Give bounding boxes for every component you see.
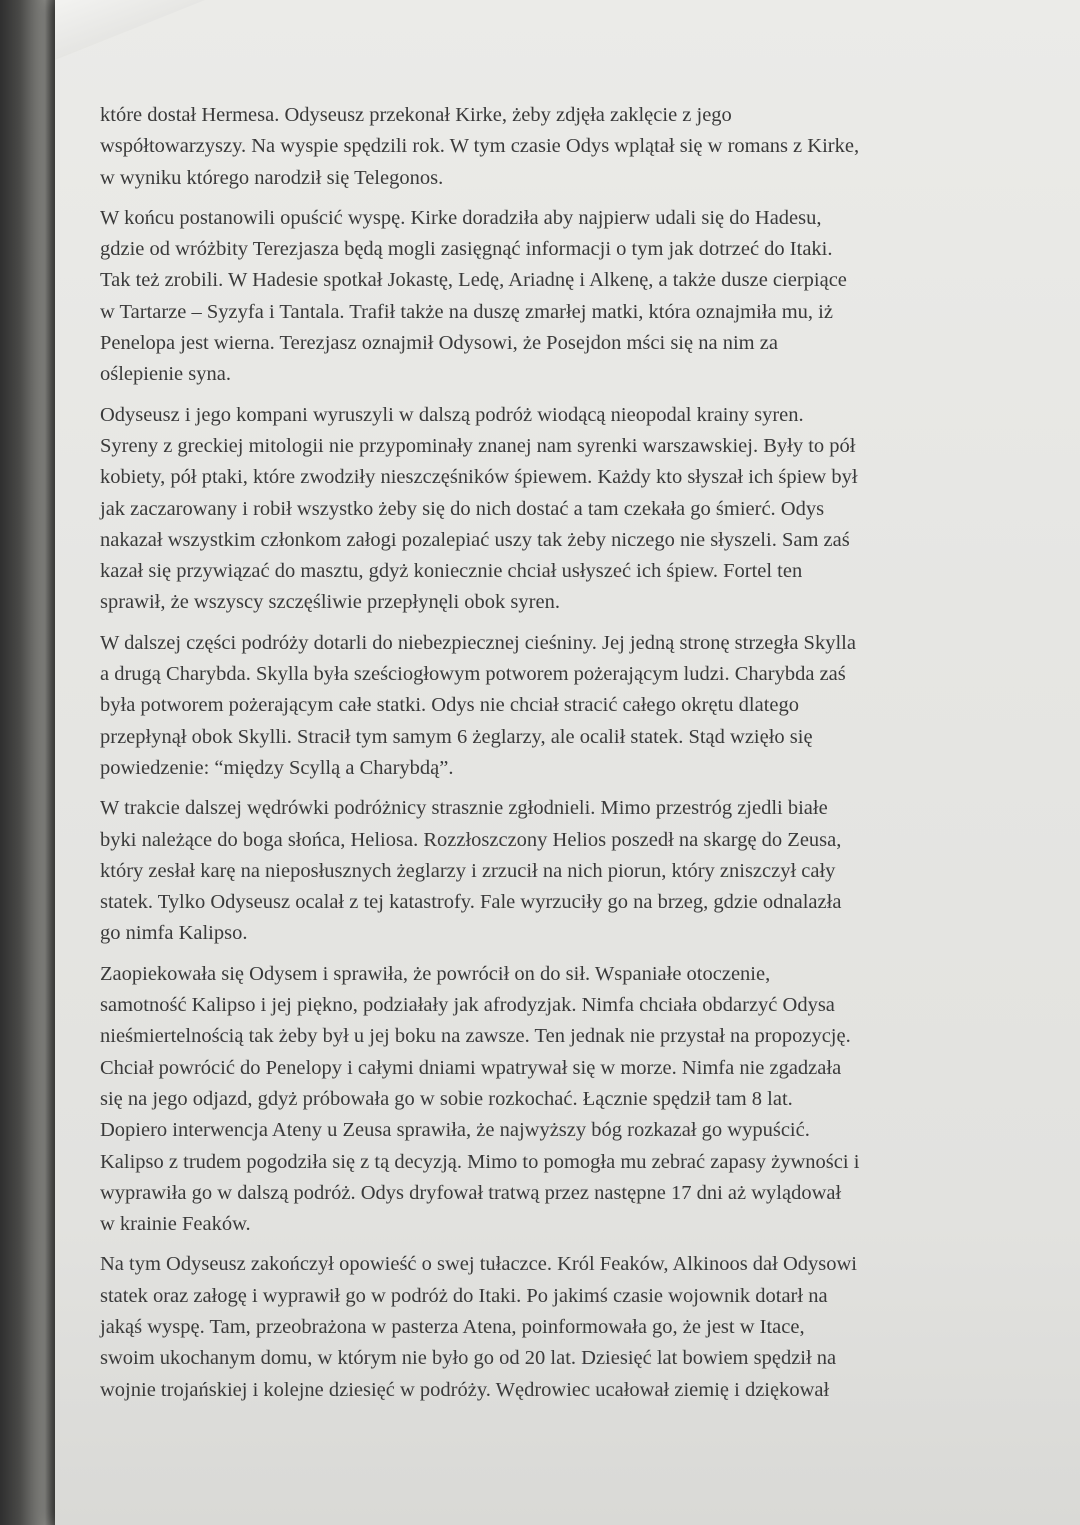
text-line: statek. Tylko Odyseusz ocalał z tej katastrofy. Fale wyrzuciły go na brzeg, gdzie odnalazła [100, 891, 842, 914]
text-line: Kalipso z trudem pogodziła się z tą decyzją. Mimo to pomogła mu zebrać zapasy żywności i [100, 1150, 860, 1173]
text-line: wojnie trojańskiej i kolejne dziesięć w podróży. Wędrowiec ucałował ziemię i dziękował [100, 1378, 830, 1401]
text-line: Na tym Odyseusz zakończył opowieść o swej tułaczce. Król Feaków, Alkinoos dał Odysowi [100, 1253, 857, 1276]
text-line: współtowarzyszy. Na wyspie spędzili rok. W tym czasie Odys wplątał się w romans z Kirke, [100, 135, 860, 158]
text-line: a drugą Charybda. Skylla była sześciogłowym potworem pożerającym ludzi. Charybda zaś [100, 663, 846, 686]
text-line: byki należące do boga słońca, Heliosa. Rozzłoszczony Helios poszedł na skargę do Zeusa, [100, 828, 842, 851]
text-line: w krainie Feaków. [100, 1213, 251, 1236]
text-line: wyprawiła go w dalszą podróż. Odys dryfował tratwą przez następne 17 dni aż wylądował [100, 1181, 842, 1204]
text-line: Odyseusz i jego kompani wyruszyli w dalszą podróż wiodącą nieopodal krainy syren. [100, 403, 804, 426]
text-line: go nimfa Kalipso. [100, 922, 248, 945]
text-line: jakąś wyspę. Tam, przeobrażona w pasterza Atena, poinformowała go, że jest w Itace, [100, 1315, 805, 1338]
text-line: Zaopiekowała się Odysem i sprawiła, że powrócił on do sił. Wspaniałe otoczenie, [100, 962, 771, 985]
paragraph-4 [100, 628, 980, 784]
paragraph-6 [100, 959, 980, 1241]
text-line: przepłynął obok Skylli. Stracił tym samym 6 żeglarzy, ale ocalił statek. Stąd wzięło się [100, 725, 813, 748]
text-line: Chciał powrócić do Penelopy i całymi dniami wpatrywał się w morze. Nimfa nie zgadzała [100, 1056, 842, 1079]
paragraph-7 [100, 1249, 980, 1405]
paragraph-2 [100, 203, 980, 391]
text-line: W trakcie dalszej wędrówki podróżnicy strasznie zgłodnieli. Mimo przestróg zjedli białe [100, 797, 828, 820]
text-line: W dalszej części podróży dotarli do niebezpiecznej cieśniny. Jej jedną stronę strzegła Skylla [100, 631, 856, 654]
folded-corner [55, 0, 205, 60]
text-line: które dostał Hermesa. Odyseusz przekonał Kirke, żeby zdjęła zaklęcie z jego [100, 104, 732, 126]
text-line: Tak też zrobili. W Hadesie spotkał Jokastę, Ledę, Ariadnę i Alkenę, a także dusze cierpiące [100, 269, 847, 292]
text-line: się na jego odjazd, gdyż próbowała go w sobie rozkochać. Łącznie spędził tam 8 lat. [100, 1087, 793, 1110]
text-line: była potworem pożerającym całe statki. Odys nie chciał stracić całego okrętu dlatego [100, 694, 799, 717]
text-line: który zesłał karę na nieposłusznych żeglarzy i zrzucił na nich piorun, który zniszczył cały [100, 859, 836, 882]
document-body [100, 100, 980, 1415]
text-line: oślepienie syna. [100, 363, 231, 386]
paragraph-5 [100, 793, 980, 949]
text-line: Penelopa jest wierna. Terezjasz oznajmił Odysowi, że Posejdon mści się na nim za [100, 332, 778, 355]
paragraph-3 [100, 400, 980, 619]
text-line: jak zaczarowany i robił wszystko żeby się do nich dostać a tam czekała go śmierć. Odys [100, 497, 825, 520]
text-line: nieśmiertelnością tak żeby był u jej boku na zawsze. Ten jednak nie przystał na propozycję. [100, 1025, 851, 1048]
text-line: sprawił, że wszyscy szczęśliwie przepłynęli obok syren. [100, 591, 560, 614]
text-line: kobiety, pół ptaki, które zwodziły nieszczęśników śpiewem. Każdy kto słyszał ich śpiew był [100, 466, 858, 489]
text-line: powiedzenie: “między Scyllą a Charybdą”. [100, 756, 454, 779]
text-line: w Tartarze – Syzyfa i Tantala. Trafił także na duszę zmarłej matki, która oznajmiła mu, iż [100, 300, 833, 323]
text-line: w wyniku którego narodził się Telegonos. [100, 166, 444, 189]
text-line: gdzie od wróżbity Terezjasza będą mogli zasięgnąć informacji o tym jak dotrzeć do Itaki. [100, 238, 833, 261]
text-line: swoim ukochanym domu, w którym nie było go od 20 lat. Dziesięć lat bowiem spędził na [100, 1347, 837, 1370]
paragraph-1 [100, 100, 980, 194]
text-line: W końcu postanowili opuścić wyspę. Kirke doradziła aby najpierw udali się do Hadesu, [100, 206, 822, 229]
text-line: nakazał wszystkim członkom załogi pozalepiać uszy tak żeby niczego nie słyszeli. Sam zaś [100, 528, 850, 551]
text-line: statek oraz załogę i wyprawił go w podróż do Itaki. Po jakimś czasie wojownik dotarł na [100, 1284, 828, 1307]
text-line: kazał się przywiązać do masztu, gdyż koniecznie chciał usłyszeć ich śpiew. Fortel ten [100, 560, 803, 583]
text-line: Dopiero interwencja Ateny u Zeusa sprawiła, że najwyższy bóg rozkazał go wypuścić. [100, 1119, 810, 1142]
text-line: samotność Kalipso i jej piękno, podziałały jak afrodyzjak. Nimfa chciała obdarzyć Odysa [100, 994, 835, 1017]
text-line: Syreny z greckiej mitologii nie przypominały znanej nam syrenki warszawskiej. Były to pół [100, 434, 856, 457]
